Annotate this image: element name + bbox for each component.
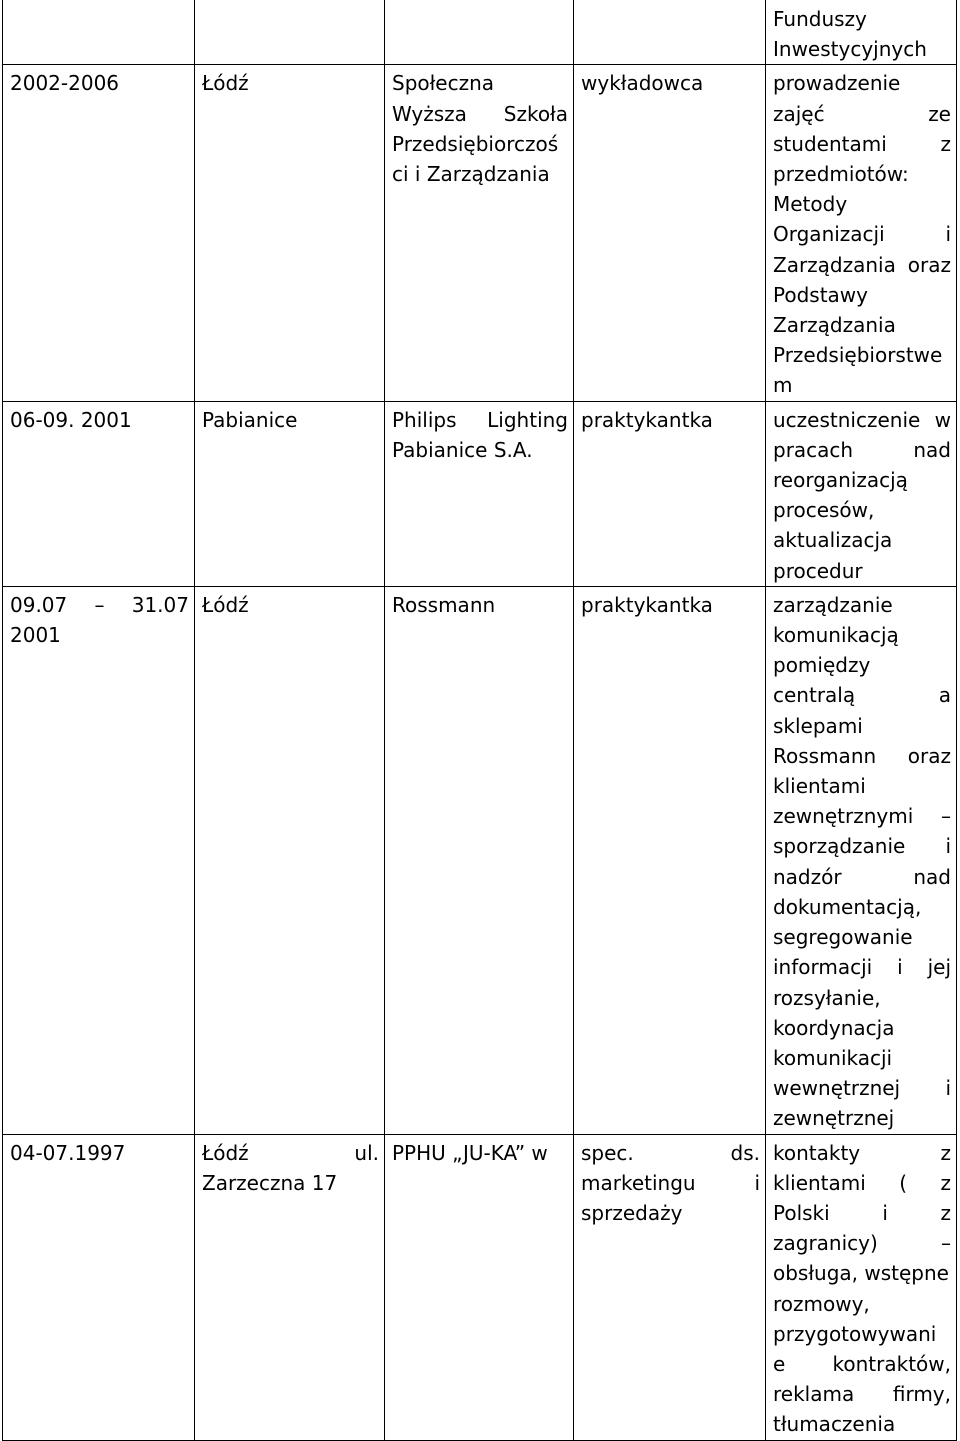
- description-line: klientami ( z: [773, 1170, 951, 1195]
- description-line: centralą a: [773, 683, 951, 708]
- description-line: wewnętrznej i: [773, 1076, 951, 1101]
- description-line: kontakty z: [773, 1140, 951, 1165]
- description-line: Podstawy: [773, 282, 868, 307]
- cell-period: [3, 65, 195, 401]
- cell-period: [3, 1134, 195, 1440]
- employer-line: Społeczna: [392, 71, 495, 96]
- cell-employer: [385, 1134, 574, 1440]
- description-line: sklepami: [773, 713, 863, 738]
- description-line: m: [773, 373, 793, 398]
- cell-period: [3, 401, 195, 586]
- cell-position: [574, 586, 766, 1134]
- table-row: [3, 1134, 957, 1440]
- description-line: rozsyłanie,: [773, 985, 881, 1010]
- description-line: koordynacja: [773, 1015, 895, 1040]
- cell-position-empty: [574, 0, 766, 65]
- cell-location: [195, 65, 385, 401]
- description-line: obsługa, wstępne: [773, 1261, 949, 1286]
- description-line: aktualizacja: [773, 528, 893, 553]
- description-line: zarządzanie: [773, 592, 893, 617]
- description-line: Inwestycyjnych: [773, 37, 927, 62]
- description-line: Zarządzania oraz: [773, 252, 951, 277]
- cell-employer-empty: [385, 0, 574, 65]
- cell-employer: [385, 586, 574, 1134]
- description-line: tłumaczenia: [773, 1412, 896, 1437]
- description-line: Polski i z: [773, 1200, 951, 1225]
- description-line: zajęć ze: [773, 101, 951, 126]
- cell-position: [574, 1134, 766, 1440]
- location-line: Zarzeczna 17: [202, 1170, 338, 1195]
- description-line: prowadzenie: [773, 71, 901, 96]
- description-line: procesów,: [773, 498, 875, 523]
- table-row: [3, 401, 957, 586]
- position-line: wykładowca: [581, 71, 704, 96]
- position-line: sprzedaży: [581, 1200, 683, 1225]
- description-line: Przedsiębiorstwe: [773, 343, 943, 368]
- description-line: Metody: [773, 192, 848, 217]
- description-line: przygotowywani: [773, 1321, 937, 1346]
- position-line: marketingu i: [581, 1170, 760, 1195]
- cell-description: [766, 401, 957, 586]
- description-line: e kontraktów,: [773, 1351, 951, 1376]
- description-line: Organizacji i: [773, 222, 951, 247]
- period-line: 09.07 – 31.07: [10, 592, 189, 617]
- cell-employer: [385, 65, 574, 401]
- cell-description: [766, 65, 957, 401]
- table-row: [3, 65, 957, 401]
- location-text: Pabianice: [202, 407, 298, 432]
- position-line: spec. ds.: [581, 1140, 760, 1165]
- cell-employer: [385, 401, 574, 586]
- employer-line: Pabianice S.A.: [392, 437, 533, 462]
- cell-location-empty: [195, 0, 385, 65]
- description-line: nadzór nad: [773, 864, 951, 889]
- cell-period: [3, 586, 195, 1134]
- period-text: 06-09. 2001: [10, 407, 132, 432]
- table-row-continuation: [3, 0, 957, 65]
- description-line: przedmiotów:: [773, 162, 909, 187]
- description-line: reorganizacją: [773, 468, 908, 493]
- description-line: informacji i jej: [773, 955, 951, 980]
- cell-period-empty: [3, 0, 195, 65]
- employer-line: Rossmann: [392, 592, 496, 617]
- table-row: [3, 586, 957, 1134]
- description-line: zagranicy) –: [773, 1231, 951, 1256]
- employer-line: Wyższa Szkoła: [392, 101, 568, 126]
- description-line: komunikacji: [773, 1045, 893, 1070]
- description-line: zewnętrznymi –: [773, 804, 951, 829]
- cell-location: [195, 586, 385, 1134]
- description-line: Rossmann oraz: [773, 743, 951, 768]
- description-line: pomiędzy: [773, 653, 871, 678]
- description-line: komunikacją: [773, 623, 899, 648]
- period-text: 2002-2006: [10, 71, 120, 96]
- cell-position: [574, 65, 766, 401]
- period-text: 04-07.1997: [10, 1140, 126, 1165]
- description-line: rozmowy,: [773, 1291, 870, 1316]
- employer-line: ci i Zarządzania: [392, 162, 550, 187]
- description-line: segregowanie: [773, 925, 913, 950]
- description-line: procedur: [773, 558, 863, 583]
- cell-location: [195, 1134, 385, 1440]
- description-line: sporządzanie i: [773, 834, 951, 859]
- employer-line: PPHU „JU-KA” w: [392, 1140, 548, 1165]
- cell-position: [574, 401, 766, 586]
- description-line: zewnętrznej: [773, 1106, 895, 1131]
- description-line: klientami: [773, 774, 866, 799]
- description-line: Funduszy: [773, 7, 867, 31]
- description-line: studentami z: [773, 131, 951, 156]
- cell-description: [766, 0, 957, 65]
- cell-location: [195, 401, 385, 586]
- description-line: pracach nad: [773, 437, 951, 462]
- position-line: praktykantka: [581, 407, 713, 432]
- cell-description: [766, 586, 957, 1134]
- description-line: reklama firmy,: [773, 1382, 951, 1407]
- description-line: uczestniczenie w: [773, 407, 951, 432]
- description-line: dokumentacją,: [773, 894, 922, 919]
- period-line: 2001: [10, 623, 61, 648]
- work-experience-table: [2, 0, 957, 1441]
- location-text: Łódź: [202, 71, 249, 96]
- description-line: Zarządzania: [773, 313, 896, 338]
- location-text: Łódź: [202, 592, 249, 617]
- employer-line: Philips Lighting: [392, 407, 568, 432]
- location-line: Łódź ul.: [202, 1140, 379, 1165]
- position-line: praktykantka: [581, 592, 713, 617]
- employer-line: Przedsiębiorczoś: [392, 131, 559, 156]
- cell-description: [766, 1134, 957, 1440]
